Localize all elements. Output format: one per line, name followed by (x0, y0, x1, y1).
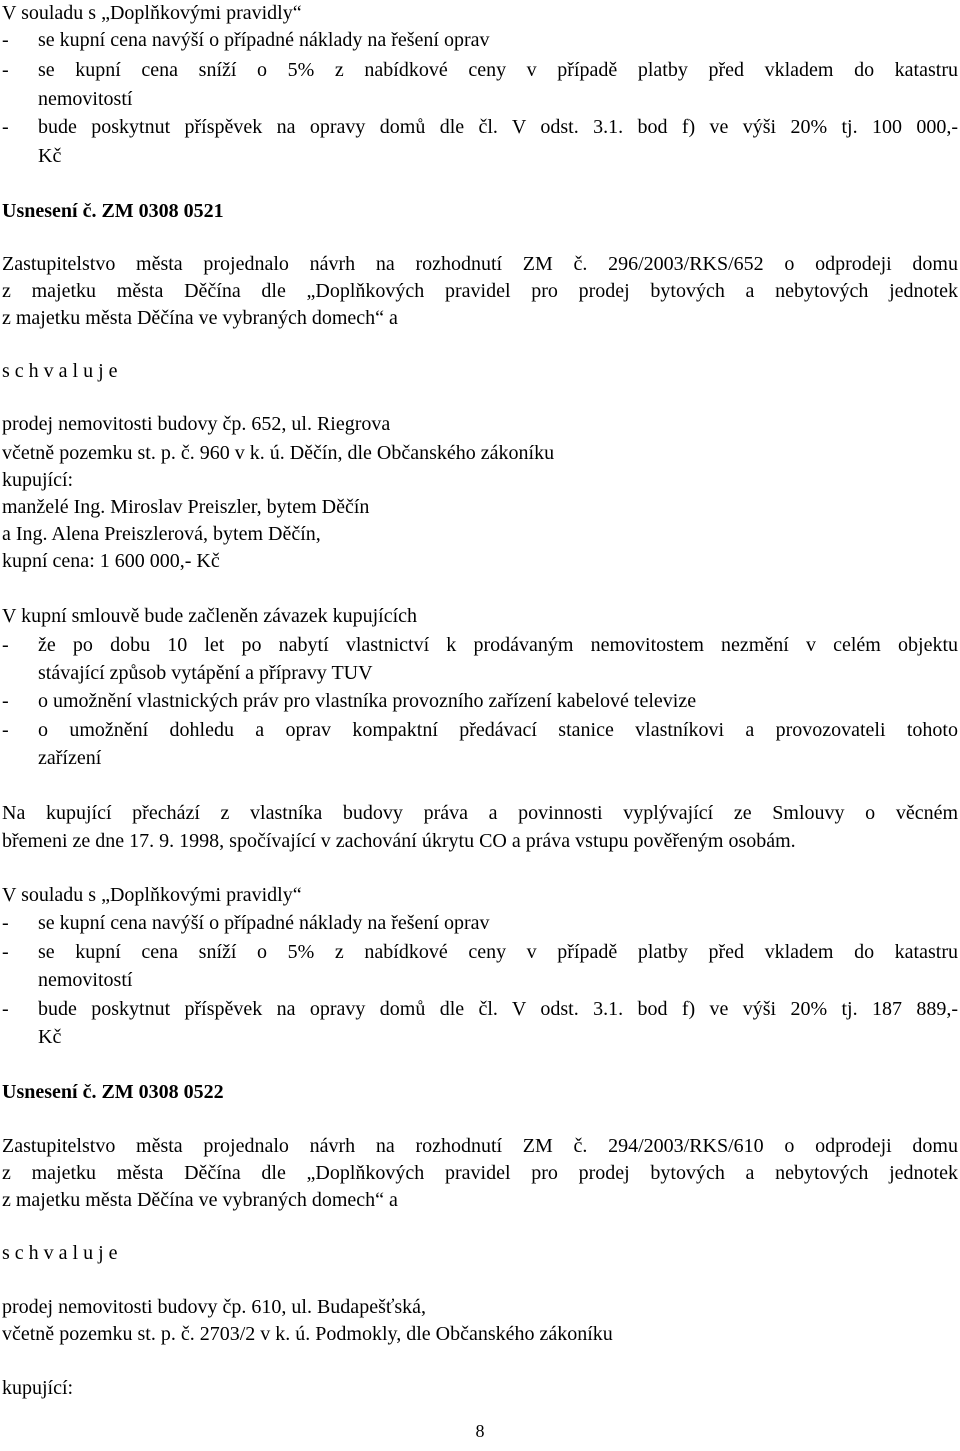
contract-intro: V kupní smlouvě bude začleněn závazek kupujících (2, 605, 418, 627)
list-item: že po dobu 10 let po nabytí vlastnictví k prodávaným nemovitostem nezmění v celém objektu (38, 634, 958, 656)
resolution-title: Usnesení č. ZM 0308 0522 (2, 1081, 224, 1103)
approves-label: s c h v a l u j e (2, 1242, 118, 1264)
buyers-label: kupující: (2, 469, 74, 491)
list-dash: - (2, 941, 9, 963)
paragraph-line: z majetku města Děčína ve vybraných domech“ a (2, 1189, 398, 1211)
paragraph-line: břemeni ze dne 17. 9. 1998, spočívající v zachování úkrytu CO a práva vstupu pověřeným osobám. (2, 830, 796, 852)
paragraph-line: z majetku města Děčína ve vybraných domech“ a (2, 307, 398, 329)
list-item: se kupní cena sníží o 5% z nabídkové ceny v případě platby před vkladem do katastru (38, 941, 958, 963)
page-number: 8 (475, 1421, 485, 1441)
paragraph-line: z majetku města Děčína dle „Doplňkových pravidel pro prodej bytových a nebytových jednotek (2, 280, 958, 302)
approves-label: s c h v a l u j e (2, 360, 118, 382)
list-dash: - (2, 29, 9, 51)
resolution-title: Usnesení č. ZM 0308 0521 (2, 200, 224, 222)
list-item-continuation: zařízení (38, 747, 102, 769)
sale-line: prodej nemovitosti budovy čp. 610, ul. Budapešťská, (2, 1296, 427, 1318)
list-item: bude poskytnut příspěvek na opravy domů dle čl. V odst. 3.1. bod f) ve výši 20% tj. 100 000,- (38, 116, 958, 138)
buyer-line: manželé Ing. Miroslav Preiszler, bytem Děčín (2, 496, 370, 518)
list-dash: - (2, 634, 9, 656)
list-item-continuation: nemovitostí (38, 88, 133, 110)
list-dash: - (2, 690, 9, 712)
price-line: kupní cena: 1 600 000,- Kč (2, 550, 220, 572)
list-dash: - (2, 912, 9, 934)
list-item-continuation: Kč (38, 145, 62, 167)
list-item: se kupní cena navýší o případné náklady na řešení oprav (38, 29, 490, 51)
list-item: se kupní cena navýší o případné náklady na řešení oprav (38, 912, 490, 934)
paragraph-line: z majetku města Děčína dle „Doplňkových pravidel pro prodej bytových a nebytových jednotek (2, 1162, 958, 1184)
list-item-continuation: nemovitostí (38, 969, 133, 991)
rules-heading: V souladu s „Doplňkovými pravidly“ (2, 884, 302, 906)
paragraph-line: Zastupitelstvo města projednalo návrh na rozhodnutí ZM č. 294/2003/RKS/610 o odprodeji domu (2, 1135, 958, 1157)
rules-heading: V souladu s „Doplňkovými pravidly“ (2, 2, 302, 24)
buyers-label: kupující: (2, 1377, 74, 1399)
list-dash: - (2, 59, 9, 81)
list-dash: - (2, 116, 9, 138)
sale-line: prodej nemovitosti budovy čp. 652, ul. Riegrova (2, 413, 391, 435)
list-item: o umožnění dohledu a oprav kompaktní předávací stanice vlastníkovi a provozovateli tohoto (38, 719, 958, 741)
list-item-continuation: stávající způsob vytápění a přípravy TUV (38, 662, 373, 684)
sale-line: včetně pozemku st. p. č. 2703/2 v k. ú. Podmokly, dle Občanského zákoníku (2, 1323, 613, 1345)
paragraph-line: Na kupující přechází z vlastníka budovy práva a povinnosti vyplývající ze Smlouvy o věcném (2, 802, 958, 824)
list-item: o umožnění vlastnických práv pro vlastníka provozního zařízení kabelové televize (38, 690, 697, 712)
list-item: bude poskytnut příspěvek na opravy domů dle čl. V odst. 3.1. bod f) ve výši 20% tj. 187 889,- (38, 998, 958, 1020)
buyer-line: a Ing. Alena Preiszlerová, bytem Děčín, (2, 523, 321, 545)
list-dash: - (2, 998, 9, 1020)
list-item: se kupní cena sníží o 5% z nabídkové ceny v případě platby před vkladem do katastru (38, 59, 958, 81)
list-item-continuation: Kč (38, 1026, 62, 1048)
paragraph-line: Zastupitelstvo města projednalo návrh na rozhodnutí ZM č. 296/2003/RKS/652 o odprodeji domu (2, 253, 958, 275)
list-dash: - (2, 719, 9, 741)
sale-line: včetně pozemku st. p. č. 960 v k. ú. Děčín, dle Občanského zákoníku (2, 442, 555, 464)
